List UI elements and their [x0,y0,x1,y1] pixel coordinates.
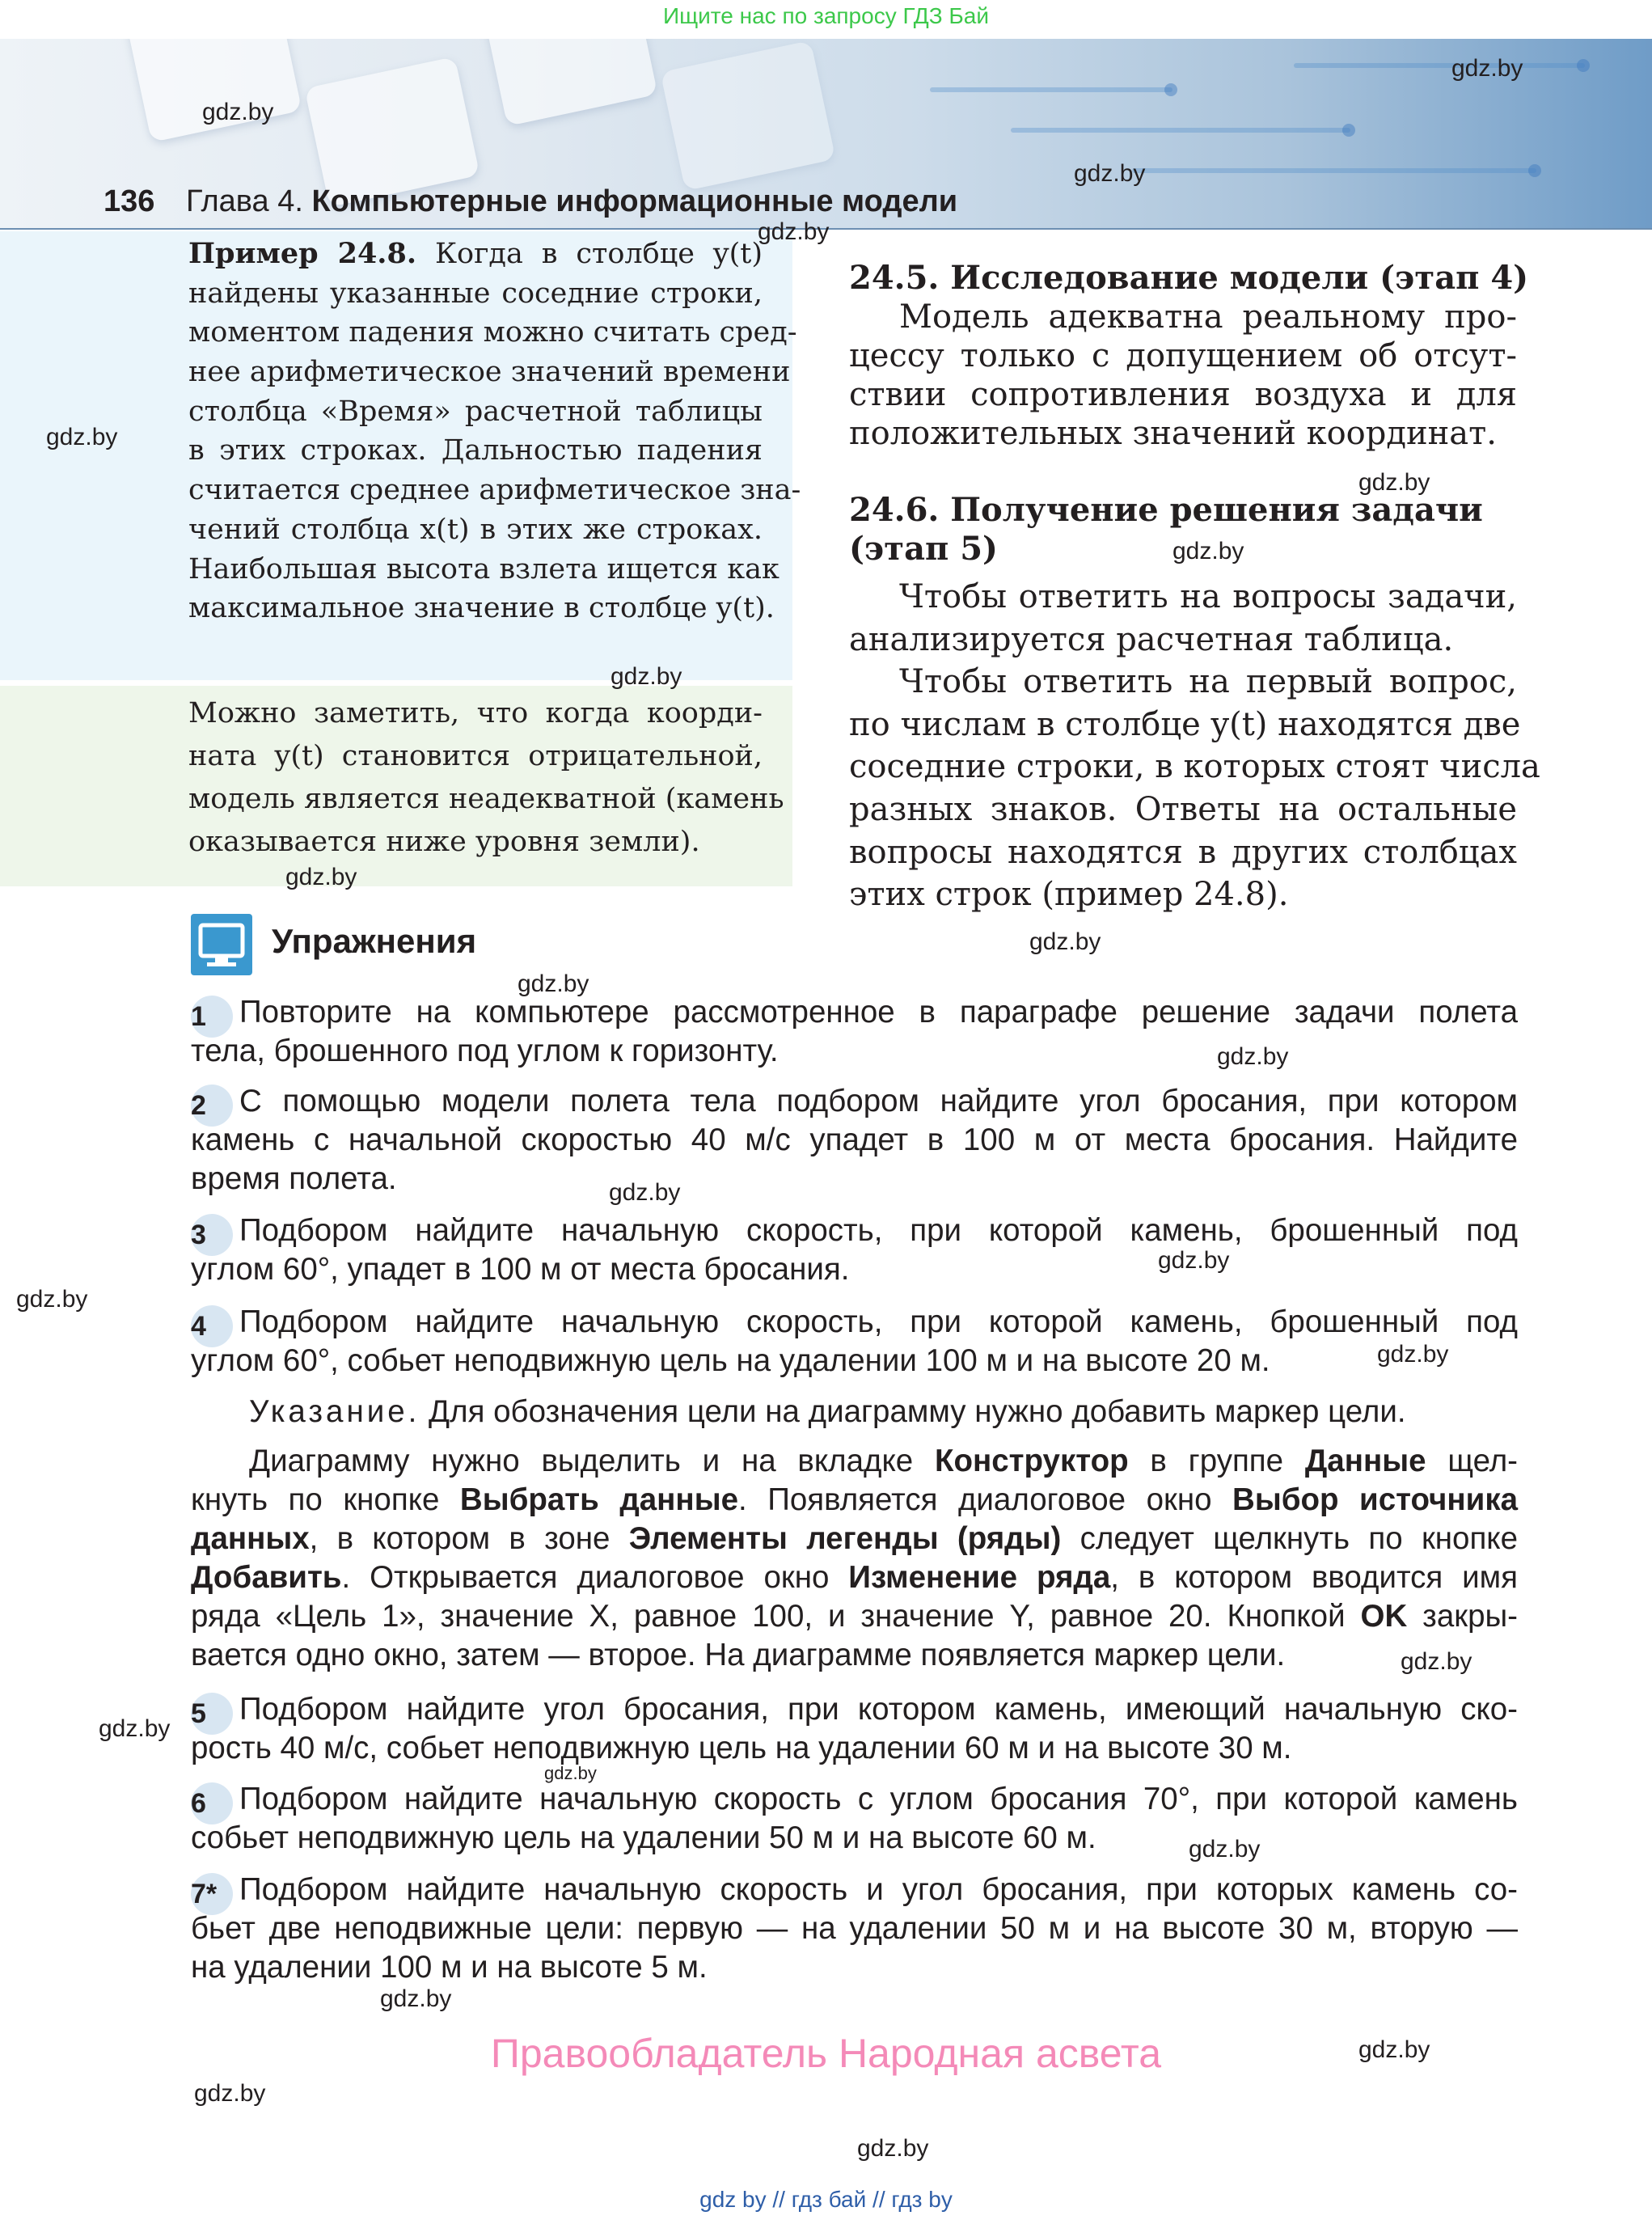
task-number: 6 [191,1782,233,1824]
task-number: 3 [191,1214,233,1256]
watermark: gdz.by [46,424,118,450]
task-number: 7* [191,1873,233,1915]
watermark: gdz.by [1451,55,1523,82]
example-text: Пример 24.8. Когда в столбце y(t) найдены указанные соседние строки, моментом падения можно считать сред- нее арифметическое значений времени столбца «Время» расчетной таблицы в этих строках. Дальностью падения считается среднее арифметическое зна- чений столбца x(t) в этих же строках. Наибольшая высота взлета ищется как максимальное значение в столбце y(t). [188,237,801,625]
task-7: 7* Подбором найдите начальную скорость и угол бросания, при которых камень со- бьет две неподвижные цели: первую — на удалении 50 м и на высоте 30 м, вторую — на удалении 100 м и на высоте 5 м. [191,1872,1518,1985]
watermark: gdz.by [202,99,274,125]
task-number: 4 [191,1305,233,1347]
watermark: gdz.by [544,1763,597,1783]
section-24-5-heading: 24.5. Исследование модели (этап 4) [849,259,1529,297]
task-1: 1 Повторите на компьютере рассмотренное в параграфе решение задачи полета тела, брошенного под углом к горизонту. [191,995,1518,1068]
bottom-links[interactable]: gdz by // гдз бай // гдз by [699,2187,953,2212]
top-banner[interactable]: Ищите нас по запросу ГДЗ Бай [662,3,990,28]
watermark: gdz.by [1358,2036,1430,2063]
task-2: 2 С помощью модели полета тела подбором найдите угол бросания, при котором камень с начальной скоростью 40 м/с упадет в 100 м от места бросания. Найдите время полета. [191,1084,1518,1196]
watermark: gdz.by [99,1715,171,1742]
watermark: gdz.by [1217,1043,1289,1070]
task-3: 3 Подбором найдите начальную скорость, при которой камень, брошенный под углом 60°, упадет в 100 м от места бросания. [191,1213,1518,1287]
watermark: gdz.by [1172,538,1244,564]
watermark: gdz.by [857,2135,929,2162]
watermark: gdz.by [1377,1341,1449,1368]
copyright-holder: Правообладатель Народная асвета [490,2031,1162,2076]
watermark: gdz.by [16,1286,88,1313]
task-number: 2 [191,1085,233,1127]
section-24-5: 24.5. Исследование модели (этап 4) Модель адекватна реальному про- цессу только с допущением об отсут- ствии сопротивления воздуха и для положительных значений координат. [849,259,1529,452]
watermark: gdz.by [758,218,830,245]
exercises-title: Упражнения [272,922,477,960]
task-number: 1 [191,996,233,1038]
watermark: gdz.by [380,1985,452,2012]
example-label: Пример 24.8. [188,237,417,270]
section-24-6-heading-2: (этап 5) [849,530,998,568]
task-6: 6 Подбором найдите начальную скорость с углом бросания 70°, при которой камень собьет неподвижную цель на удалении 50 м и на высоте 60 м. [191,1782,1518,1855]
section-24-6-body: Чтобы ответить на вопросы задачи, анализируется расчетная таблица. Чтобы ответить на первый вопрос, по числам в столбце y(t) находятся две соседние строки, в которых стоят числа разных знаков. Ответы на остальные вопросы находятся в других столбцах этих строк (пример 24.8). [849,578,1540,914]
page-number: 136 [104,184,155,218]
section-24-6-heading-1: 24.6. Получение решения задачи [849,491,1483,529]
watermark: gdz.by [285,864,357,890]
watermark: gdz.by [194,2080,266,2107]
watermark: gdz.by [611,663,682,690]
hint-instructions: Диаграмму нужно выделить и на вкладке Конструктор в группе Данные щел- кнуть по кнопке Выбрать данные. Появляется диалоговое окно Выбор источника данных, в котором в зоне Элементы легенды (ряды) следует щелкнуть по кнопке Добавить. Открывается диалоговое окно Изменение ряда, в котором вводится имя ряда «Цель 1», значение X, равное 100, и значение Y, равное 20. Кнопкой OK закры- вается одно окно, затем — второе. На диаграмме появляется маркер цели. [191,1444,1519,1672]
watermark: gdz.by [1158,1247,1230,1274]
watermark: gdz.by [1074,160,1146,187]
watermark: gdz.by [609,1179,681,1206]
watermark: gdz.by [1029,928,1101,955]
computer-monitor-icon [191,914,252,975]
watermark: gdz.by [518,970,589,997]
watermark: gdz.by [1358,469,1430,496]
note-text: Можно заметить, что когда коорди- ната y(t) становится отрицательной, модель является неадекватной (камень оказывается ниже уровня земли). [188,697,784,858]
watermark: gdz.by [1189,1836,1261,1862]
task-4: 4 Подбором найдите начальную скорость, при которой камень, брошенный под углом 60°, собьет неподвижную цель на удалении 100 м и на высоте 20 м. [191,1304,1518,1378]
task-number: 5 [191,1693,233,1735]
watermark: gdz.by [1401,1648,1472,1675]
chapter-title: Глава 4. Компьютерные информационные модели [186,184,958,218]
hint: Указание. Для обозначения цели на диаграмму нужно добавить маркер цели. [249,1394,1406,1429]
task-5: 5 Подбором найдите угол бросания, при котором камень, имеющий начальную ско- рость 40 м/с, собьет неподвижную цель на удалении 60 м и на высоте 30 м. [191,1692,1518,1765]
